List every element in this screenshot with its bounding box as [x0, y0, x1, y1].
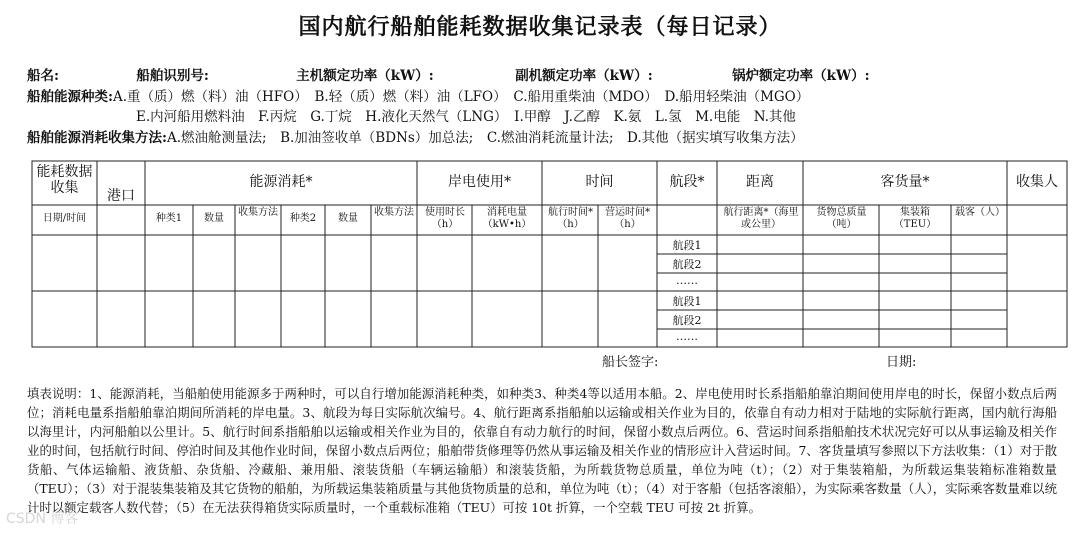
sub-passenger: 载客（人） [955, 207, 1005, 218]
captain-signature-label: 船长签字: [602, 355, 659, 370]
boiler-power-label: 锅炉额定功率（kW）: [732, 68, 870, 84]
energy-type-options-1: A.重（质）燃（料）油（HFO） B.轻（质）燃（料）油（LFO） C.船用重柴油（MDO） D.船用轻柴油（MGO） [112, 89, 810, 105]
header-collect: 能耗数据收集 [36, 164, 93, 197]
sub-datetime: 日期/时间 [42, 213, 87, 224]
sub-type1: 种类1 [155, 213, 183, 224]
sub-op-time: 营运时间*（h） [605, 207, 650, 230]
page-title: 国内航行船舶能耗数据收集记录表（每日记录） [298, 14, 782, 40]
segment-label: 航段2 [672, 314, 702, 327]
collection-method-options: A.燃油舱测量法; B.加油签收单（BDNs）加总法; C.燃油消耗流量计法; D.其他（据实填写收集方法） [166, 130, 804, 146]
energy-type-label: 船舶能源种类: [27, 89, 113, 105]
sub-container: 集装箱（TEU） [893, 207, 937, 230]
header-port: 港口 [107, 188, 135, 204]
sub-type2: 种类2 [289, 213, 317, 224]
sub-sail-time: 航行时间*（h） [548, 207, 593, 230]
sub-method1: 收集方法 [238, 207, 278, 218]
segment-label: 航段1 [672, 239, 702, 252]
header-segment: 航段* [669, 174, 705, 190]
header-energy: 能源消耗* [249, 174, 313, 190]
segment-label: …… [676, 274, 698, 287]
aux-power-label: 副机额定功率（kW）: [515, 68, 653, 84]
main-power-label: 主机额定功率（kW）: [296, 68, 434, 84]
sub-shore-power: 消耗电量（kW•h） [482, 207, 532, 230]
sub-qty2: 数量 [338, 213, 358, 224]
collection-method-label: 船舶能源消耗收集方法: [27, 130, 167, 146]
sub-cargo-mass: 货物总质量（吨） [816, 207, 867, 230]
header-time: 时间 [585, 174, 614, 190]
header-distance: 距离 [746, 174, 774, 190]
header-collector: 收集人 [1016, 174, 1058, 190]
watermark: CSDN 博客 [6, 511, 79, 527]
energy-type-options-2: E.内河船用燃料油 F.丙烷 G.丁烷 H.液化天然气（LNG） I.甲醇 J.乙醇 K.氨 L.氢 M.电能 N.其他 [136, 109, 796, 125]
header-shore-power: 岸电使用* [448, 174, 511, 190]
segment-label: …… [676, 330, 698, 343]
sub-distance: 航行距离*（海里或公里） [723, 207, 799, 230]
segment-label: 航段1 [672, 295, 702, 308]
ship-name-label: 船名: [27, 68, 59, 84]
header-cargo: 客货量* [880, 174, 930, 190]
fill-instructions: 填表说明：1、能源消耗，当船舶使用能源多于两种时，可以自行增加能源消耗种类，如种类3、种类4等以适用本船。2、岸电使用时长系指船舶靠泊期间使用岸电的时长，保留小数点后两位；消耗电量系指船舶靠泊期间所消耗的岸电量。3、航段为每日实际航次编号。4、航行距离系指船舶以运输或相关作业为目的，依靠自有动力相对于陆地的实际航行距离，国内航行海船以海里计，内河船舶以公里计。5、航行时间系指船舶以运输或相关作业为目的，依靠自有动力航行的时间，保留小数点后两位。6、营运时间系指船舶技术状况完好可以从事运输及相关作业的时间，包括航行时间、停泊时间及其他作业时间，保留小数点后两位；船舶带货修理等仍然从事运输及相关作业的情形应计入营运时间。7、客货量填写参照以下方法收集：（1）对于散货船、气体运输船、液货船、杂货船、冷藏船、兼用船、滚装货船（车辆运输船）和滚装货船，为所载货物总质量，单位为吨（t）；（2）对于集装箱船，为所载运集装箱标准箱数量（TEU）；（3）对于混装集装箱及其它货物的船舶，为所载运集装箱质量与其他货物质量的总和，单位为吨（t）；（4）对于客船（包括客滚船），为实际乘客数量（人），实际乘客数量难以统计时以额定载客人数代替；（5）在无法获得箱货实际质量时，一个重载标准箱（TEU）可按 10t 折算，一个空载 TEU 可按 2t 折算。 [27, 386, 1057, 515]
ship-id-label: 船舶识别号: [136, 68, 209, 84]
segment-label: 航段2 [672, 258, 702, 271]
sub-qty1: 数量 [204, 213, 224, 224]
signature-date-label: 日期: [886, 355, 917, 370]
sub-method2: 收集方法 [374, 207, 414, 218]
sub-shore-time: 使用时长（h） [425, 207, 465, 230]
